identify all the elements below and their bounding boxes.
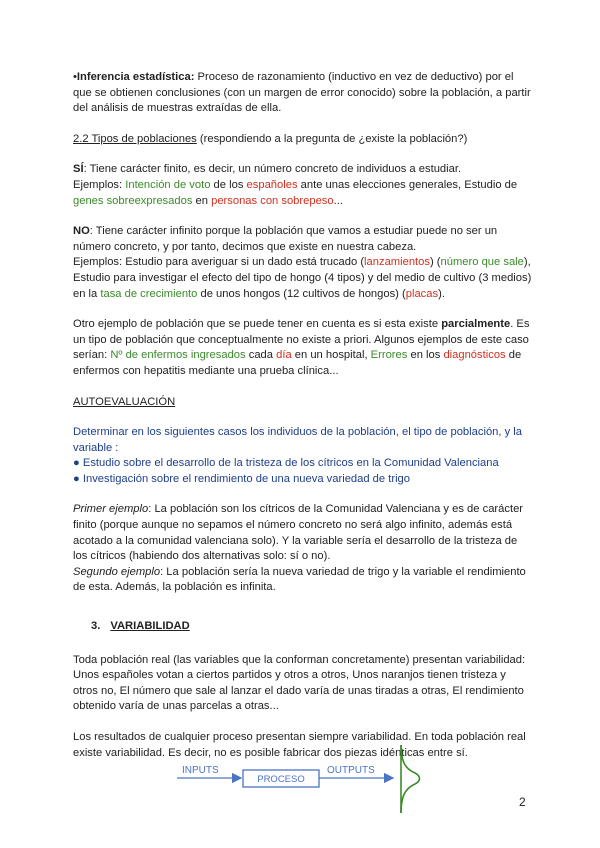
otro-a: Otro ejemplo de población que se puede tener en cuenta es si esta existe <box>73 318 442 331</box>
section-3-number: 3. <box>91 620 101 633</box>
page-body <box>73 70 533 761</box>
si-ej4: ante unas elecciones generales, Estudio de <box>297 178 518 191</box>
tipos-heading-rest: (respondiendo a la pregunta de ¿existe la población?) <box>196 132 468 145</box>
no-paragraph <box>73 224 533 302</box>
si-ej8: ... <box>333 194 343 207</box>
section-3-heading <box>91 619 533 635</box>
segundo-ejemplo-paragraph <box>73 565 533 596</box>
page-number: 2 <box>519 795 526 809</box>
si-ej6: en <box>192 194 212 207</box>
si-ej5: genes sobreexpresados <box>73 194 193 207</box>
no-ej-f: tasa de crecimiento <box>100 287 198 300</box>
no-ej-g: de unos hongos (12 cultivos de hongos) ( <box>197 287 406 300</box>
si-ej-label: Ejemplos: <box>73 178 126 191</box>
term-inferencia: Inferencia estadística: <box>76 71 195 83</box>
process-diagram <box>165 741 455 819</box>
primer-ejemplo-label: Primer ejemplo <box>73 503 149 516</box>
autoevaluacion-intro: Determinar en los siguientes casos los individuos de la población, el tipo de población, y la variable : <box>73 426 523 454</box>
no-ej-h: placas <box>405 287 439 300</box>
proceso-label: PROCESO <box>257 774 305 785</box>
no-ej-d: número que sale <box>440 256 524 269</box>
outputs-label: OUTPUTS <box>327 765 375 776</box>
section-3-title: VARIABILIDAD <box>110 620 190 633</box>
otro-b: parcialmente <box>441 318 511 331</box>
tipos-heading: 2.2 Tipos de poblaciones <box>73 132 197 145</box>
segundo-ejemplo-text: : La población sería la nueva variedad de trigo y la variable el rendimiento de esta. Además, la población es infinita. <box>73 565 526 594</box>
inferencia-paragraph <box>73 70 533 117</box>
otro-c: . Es un tipo de población que conceptualmente no existe a priori. Algunos ejemplos de este caso serían: <box>73 318 530 362</box>
otro-i: en los <box>407 349 444 362</box>
process-diagram-svg <box>165 741 455 819</box>
no-ej-c: ) ( <box>429 256 441 269</box>
primer-ejemplo-text: : La población son los cítricos de la Comunidad Valenciana y es de carácter finito (porque aunque no sepamos el número concreto no será algo infinito, además está acotado a la comunidad valenciana solo). Y la variable sería el desarrollo de la tristeza de los cítricos (habiendo dos alternativas solo: sí o no). <box>73 503 524 563</box>
otro-d: Nº de enfermos ingresados <box>110 349 246 362</box>
otro-paragraph <box>73 317 533 379</box>
no-ej-i: ). <box>438 287 445 300</box>
si-ej7: personas con sobrepeso <box>211 194 334 207</box>
si-text: : Tiene carácter finito, es decir, un número concreto de individuos a estudiar. <box>83 163 462 176</box>
no-ej-b: lanzamientos <box>364 256 430 269</box>
no-text: : Tiene carácter infinito porque la población que vamos a estudiar puede no ser un número concreto, y por tanto, decimos que existe en nuestra cabeza. <box>73 225 498 253</box>
autoevaluacion-item: ● Estudio sobre el desarrollo de la tristeza de los cítricos en la Comunidad Valenciana <box>73 457 499 470</box>
si-label: SÍ <box>73 163 84 176</box>
otro-h: Errores <box>370 349 408 362</box>
otro-j: diagnósticos <box>443 349 506 362</box>
autoevaluacion-item: ● Investigación sobre el rendimiento de una nueva variedad de trigo <box>73 472 411 485</box>
segundo-ejemplo-label: Segundo ejemplo <box>73 565 161 578</box>
autoevaluacion-heading: AUTOEVALUACIÓN <box>73 395 176 408</box>
otro-g: en un hospital, <box>291 349 371 362</box>
si-paragraph <box>73 162 533 209</box>
tipos-heading-line <box>73 132 533 148</box>
no-ej-e: ), Estudio para investigar el efecto del tipo de hongo (4 tipos) y del medio de cultivo (3 medios) en la <box>73 256 532 300</box>
otro-k: de enfermos con hepatitis mediante una prueba clínica... <box>73 349 522 377</box>
si-ej3: españoles <box>246 178 298 191</box>
no-ej-a: Ejemplos: Estudio para averiguar si un dado está trucado ( <box>73 256 365 269</box>
no-label: NO <box>73 225 90 238</box>
primer-ejemplo-paragraph <box>73 502 533 564</box>
distribution-curve <box>401 745 420 813</box>
inferencia-text: Proceso de razonamiento (inductivo en vez de deductivo) por el que se obtienen conclusiones (con un margen de error conocido) sobre la población, a partir del análisis de muestras extraídas de ella. <box>73 71 531 115</box>
otro-f: día <box>276 349 292 362</box>
variabilidad-paragraph-2: Los resultados de cualquier proceso presentan siempre variabilidad. En toda población real existe variabilidad. Es decir, no es posible fabricar dos piezas idénticas entre sí. <box>73 731 526 759</box>
otro-e: cada <box>245 349 277 362</box>
bullet: • <box>73 71 77 83</box>
variabilidad-paragraph-1: Toda población real (las variables que la conforman concretamente) presentan variabilidad: Unos españoles votan a ciertos partidos y otros a otros, Unos naranjos tienen tristeza y otros no, El número que sale al lanzar el dado varía de unas tiradas a otras, El rendimiento obtenido varía de unas parcelas a otras... <box>73 653 526 713</box>
si-ej2: de los <box>210 178 247 191</box>
si-ej1: Intención de voto <box>125 178 211 191</box>
inputs-label: INPUTS <box>182 765 219 776</box>
